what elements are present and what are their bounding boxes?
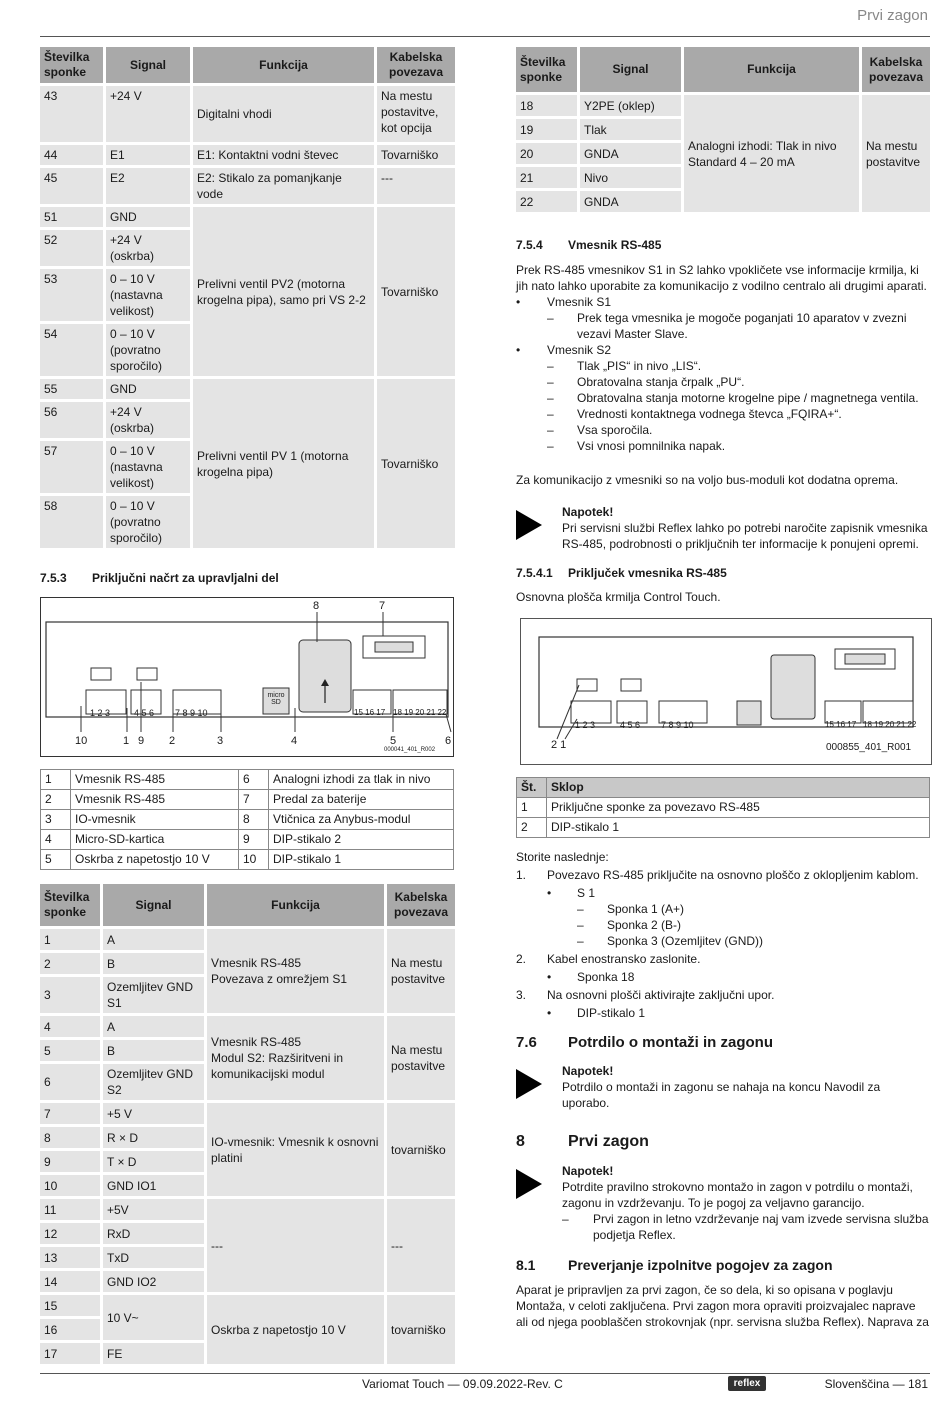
terminal-table-18-22 [513,44,933,215]
list-item: • Sponka 18 [547,970,635,984]
table-row: 14 GND IO2 [40,1271,455,1292]
section-heading-8-1: 8.1 Preverjanje izpolnitve pogojev za zagon [516,1257,833,1273]
pins-1-3: 1 2 3 [575,720,596,730]
table-row: 1 Priključne sponke za povezavo RS-485 [517,798,930,818]
table-row: 2 DIP-stikalo 1 [517,818,930,838]
list-item: – Prvi zagon in letno vzdrževanje naj vam izvede servisna služba podjetja Reflex. [562,1212,929,1242]
table-row: 53 0 – 10 V (nastavna velikost) [40,269,455,321]
note-box: Napotek! Potrdilo o montaži in zagonu se nahaja na koncu Navodil za uporabo. [516,1063,930,1111]
list-item: – Vsi vnosi pomnilnika napak. [547,439,726,453]
figure-legend [40,769,454,870]
section-heading-7-5-4: 7.5.4 Vmesnik RS-485 [516,238,662,252]
th-no: Št. [517,778,547,798]
note-box: Napotek! Potrdite pravilno strokovno montažo in zagon v potrdilu o montaži, zagonu in vzdrževanju. To je pogoj za veljavno garancijo. – Prvi zagon in letno vzdrževanje naj vam izvede servisna služba podjetja Reflex. [516,1163,930,1243]
pins-15-17: 15 16 17 [825,720,857,729]
table-row: 17 FE [40,1343,455,1364]
callout-5: 5 [390,735,397,747]
table-row: 57 0 – 10 V (nastavna velikost) [40,441,455,493]
pins-18-22: 18 19 20 21 22 [863,720,917,729]
bus-modules-text: Za komunikacijo z vmesniki so na voljo bus-moduli kot dodatna oprema. [516,473,899,487]
right-column: Številka sponke Signal Funkcija Kabelska povezava 18 Y2PE (oklep) Analogni izhodi: Tlak in nivo Standard 4 – 20 mA Na mestu postavitve 19 Tlak 20 GNDA 21 Nivo 22 GNDA 7.5.4 Vmesnik RS-485 Prek RS-485 vmesnikov S1 in S2 lahko vpokličete vse informacije krmilja, ki jih nato lahko uporabite za komunikacijo z vodilno centralo ali drugimi aparati. • Vmesnik S1 – Prek tega vmesnika je mogoče poganjati 10 aparatov v zvezni vezavi Master Slave. • Vmesnik S2 – Tlak „PIS“ in nivo „LIS“. – Obratovalna stanja črpalk „PU“. – Obratovalna stanja motorne krogelne pipe / magnetnega ventila. – Vrednosti kontaktnega vodnega števca „FQIRA+“. – Vsa sporočila. – Vsi vnosi pomnilnika napak. Za komunikacijo z vmesniki so na voljo bus-moduli kot dodatna oprema. Napotek! Pri servisni službi Reflex lahko po potrebi naročite zapisnik vmesnika RS-485, podrobnosti o priključnih ter informacije k ponujeni opremi. 7.5.4.1 Priključek vmesnika RS-485 Osnovna plošča krmilja Control Touch. 2 1 1 2 3 4 5 6 7 8 9 10 15 16 17 18 19 20 21 22 000855_401_R001 Št. Sklop 1 Priključne sponke za povezavo RS-485 2 DIP-stikalo 1 Storite naslednje: 1. Povezavo RS-485 priključite na osnovno ploščo z oklopljenim kablom. • S 1 – Sponka 1 (A+) – Sponka 2 (B-) – Sponka 3 (Ozemljitev (GND)) 2. Kabel enostransko zaslonite. • Sponka 18 3. Na osnovni plošči aktivirajte zaključni upor. • DIP-stikalo 1 7.6 Potrdilo o montaži in zagonu Napotek! Potrdilo o montaži in zagonu se nahaja na koncu Navodil za uporabo. 8 Prvi zagon Napotek! Potrdite pravilno strokovno montažo in zagon v potrdilu o montaži, zagonu in vzdrževanju. To je pogoj za veljavno garancijo. – Prvi zagon in letno vzdrževanje naj vam izvede servisna služba podjetja Reflex. 8.1 Preverjanje izpolnitve pogojev za zagon Aparat je pripravljen za prvi zagon, če so dela, ki so opisana v poglavju Montaža, v celoti zaključena. Prvi zagon mora opraviti proizvajalec naprave ali od njega pooblaščen strokovnjak (npr. servisna služba Reflex). Naprava za [516,47,930,1330]
legend-row: 2 Vmesnik RS-485 7 Predal za baterije [41,790,454,810]
table-row: 54 0 – 10 V (povratno sporočilo) [40,324,455,376]
table-row: 4 A Vmesnik RS-485 Modul S2: Razširitveni in komunikacijski modul Na mestu postavitve [40,1016,455,1037]
callout-1: 1 [123,735,130,747]
table-row: 20 GNDA [516,143,930,164]
list-item: • S 1 [547,886,596,900]
list-item: 1. Povezavo RS-485 priključite na osnovno ploščo z oklopljenim kablom. [516,868,919,882]
table-row: 45 E2 E2: Stikalo za pomanjkanje vode --- [40,168,455,204]
section-heading-7-5-3: 7.5.3 Priključni načrt za upravljalni del [40,571,279,585]
callout-10: 10 [75,735,88,747]
table-row: 22 GNDA [516,191,930,212]
note-box: Napotek! Pri servisni službi Reflex lahko po potrebi naročite zapisnik vmesnika RS-485, podrobnosti o priključnih ter informacije k ponujeni opremi. [516,504,930,552]
list-item: • Vmesnik S1 [516,295,612,309]
th-function: Funkcija [684,47,859,92]
left-column [40,47,455,1364]
table-row: 58 0 – 10 V (povratno sporočilo) [40,496,455,548]
section-heading-8: 8 Prvi zagon [516,1133,649,1150]
running-header: Prvi zagon [857,7,928,24]
list-item: 2. Kabel enostransko zaslonite. [516,952,701,966]
assembly-table [516,777,930,838]
list-item: – Tlak „PIS“ in nivo „LIS“. [547,359,702,373]
rs485-intro: Prek RS-485 vmesnikov S1 in S2 lahko vpokličete vse informacije krmilja, ki jih nato lahko uporabite za komunikacijo z vodilno centralo ali drugimi aparati. [516,263,927,293]
footer-rule [40,1373,930,1374]
footer-doc: Variomat Touch — 09.09.2022-Rev. C [362,1377,563,1391]
legend-row: 1 Vmesnik RS-485 6 Analogni izhodi za tlak in nivo [41,770,454,790]
base-board-figure [520,618,932,765]
callout-2: 2 [169,735,176,747]
pins-4-6: 4 5 6 [134,708,155,718]
note-arrow-icon [516,504,562,552]
table-row: 10 GND IO1 [40,1175,455,1196]
table-row: 1 A Vmesnik RS-485 Povezava z omrežjem S1 Na mestu postavitve [40,929,455,950]
table-row: 8 R × D [40,1127,455,1148]
terminal-table-43-58 [37,44,458,551]
th-cable: Kabelska povezava [862,47,930,92]
callout-9: 9 [138,735,145,747]
table-row: 6 Ozemljitev GND S2 [40,1064,455,1100]
th-signal: Signal [103,884,204,926]
pins-7-10: 7 8 9 10 [661,720,694,730]
table-row: 15 10 V~ Oskrba z napetostjo 10 V tovarniško [40,1295,455,1316]
table-row: 56 +24 V (oskrba) [40,402,455,438]
pins-4-6: 4 5 6 [620,720,641,730]
th-terminal: Številka sponke [40,884,100,926]
list-item: – Sponka 1 (A+) [577,902,685,916]
table-row: 12 RxD [40,1223,455,1244]
th-terminal: Številka sponke [40,47,103,83]
pins-18-22: 18 19 20 21 22 [393,708,447,717]
table-row: 13 TxD [40,1247,455,1268]
section-heading-7-5-4-1: 7.5.4.1 Priključek vmesnika RS-485 [516,566,727,580]
th-signal: Signal [106,47,190,83]
table-row: 3 Ozemljitev GND S1 [40,977,455,1013]
header-rule [40,36,930,37]
list-item: – Sponka 2 (B-) [577,918,682,932]
note-arrow-icon [516,1063,562,1111]
table-row: 44 E1 E1: Kontaktni vodni števec Tovarniško [40,145,455,165]
footer-page: Slovenščina — 181 [824,1377,928,1391]
legend-row: 5 Oskrba z napetostjo 10 V 10 DIP-stikalo 1 [41,850,454,870]
th-cable: Kabelska povezava [377,47,455,83]
th-cable: Kabelska povezava [387,884,455,926]
table-row: 9 T × D [40,1151,455,1172]
callout-4: 4 [291,735,298,747]
table-row: 7 +5 V IO-vmesnik: Vmesnik k osnovni platini tovarniško [40,1103,455,1124]
list-item: – Obratovalna stanja črpalk „PU“. [547,375,745,389]
table-row: 55 GND Prelivni ventil PV 1 (motorna krogelna pipa) Tovarniško [40,379,455,399]
callout-8: 8 [313,600,320,612]
table-row: 16 [40,1319,455,1340]
wiring-diagram [41,598,453,756]
legend-row: 4 Micro-SD-kartica 9 DIP-stikalo 2 [41,830,454,850]
callout-7: 7 [379,600,386,612]
list-item: – Sponka 3 (Ozemljitev (GND)) [577,934,764,948]
list-item: – Prek tega vmesnika je mogoče poganjati 10 aparatov v zvezni vezavi Master Slave. [547,311,907,341]
table-row: 43 +24 V Digitalni vhodi Na mestu postavitve, kot opcija [40,86,455,142]
callout-3: 3 [217,735,224,747]
list-item: – Vrednosti kontaktnega vodnega števca „FQIRA+“. [547,407,842,421]
note-arrow-icon [516,1163,562,1243]
list-item: 3. Na osnovni plošči aktivirajte zaključni upor. [516,988,775,1002]
figure-code: 000855_401_R001 [826,742,912,753]
section-heading-7-6: 7.6 Potrdilo o montaži in zagonu [516,1034,773,1051]
list-item: • DIP-stikalo 1 [547,1006,646,1020]
table-row: 11 +5V --- --- [40,1199,455,1220]
reflex-logo: reflex [728,1376,766,1391]
table-row: 51 GND Prelivni ventil PV2 (motorna krogelna pipa), samo pri VS 2-2 Tovarniško [40,207,455,227]
th-terminal: Številka sponke [516,47,577,92]
th-function: Funkcija [193,47,374,83]
pins-1-3: 1 2 3 [90,708,111,718]
control-unit-wiring-figure [40,597,454,757]
table-row: 52 +24 V (oskrba) [40,230,455,266]
figure-code: 000041_401_R002 [384,747,436,753]
pins-7-10: 7 8 9 10 [175,708,208,718]
table-row: 18 Y2PE (oklep) Analogni izhodi: Tlak in nivo Standard 4 – 20 mA Na mestu postavitve [516,95,930,116]
th-function: Funkcija [207,884,384,926]
list-item: – Obratovalna stanja motorne krogelne pipe / magnetnega ventila. [547,391,919,405]
list-item: • Vmesnik S2 [516,343,612,357]
table-row: 5 B [40,1040,455,1061]
table-row: 2 B [40,953,455,974]
table-row: 19 Tlak [516,119,930,140]
callout-6: 6 [445,735,452,747]
table-row: 21 Nivo [516,167,930,188]
callouts-2-1: 2 1 [551,739,567,751]
pins-15-17: 15 16 17 [354,708,386,717]
th-assembly: Sklop [547,778,930,798]
microsd-card-label: micro SD [267,692,285,706]
list-item: – Vsa sporočila. [547,423,653,437]
th-signal: Signal [580,47,681,92]
terminal-table-1-17 [37,881,458,1367]
legend-row: 3 IO-vmesnik 8 Vtičnica za Anybus-modul [41,810,454,830]
